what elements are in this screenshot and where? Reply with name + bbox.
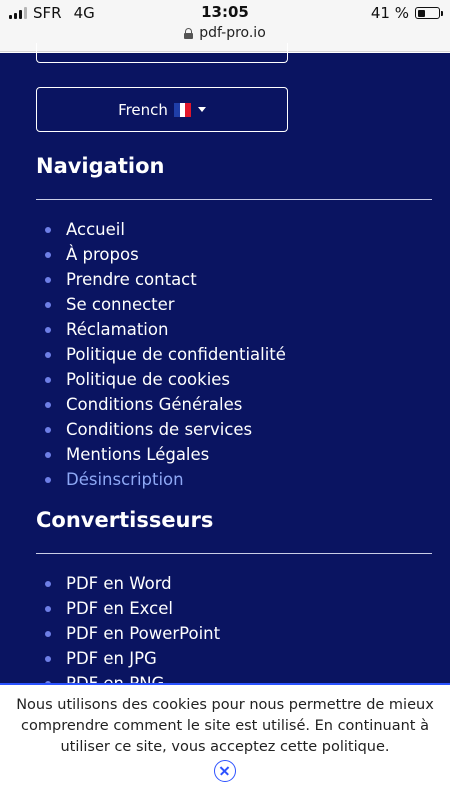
carrier-label: SFR <box>33 4 62 22</box>
language-label: French <box>118 100 168 119</box>
language-selector-button[interactable] <box>36 87 288 132</box>
french-flag-icon <box>174 103 191 117</box>
address-bar[interactable] <box>0 25 450 41</box>
converter-link-jpg[interactable]: PDF en JPG <box>36 646 220 671</box>
battery-icon <box>415 7 440 19</box>
nav-link-service-terms[interactable]: Conditions de services <box>36 417 286 442</box>
close-icon[interactable] <box>214 760 236 782</box>
status-right <box>371 4 440 22</box>
nav-link-login[interactable]: Se connecter <box>36 292 286 317</box>
divider <box>36 553 432 554</box>
nav-link-accueil[interactable]: Accueil <box>36 217 286 242</box>
nav-link-legal[interactable]: Mentions Légales <box>36 442 286 467</box>
converters-heading: Convertisseurs <box>36 508 214 532</box>
battery-percent: 41 % <box>370 4 409 22</box>
converter-link-excel[interactable]: PDF en Excel <box>36 596 220 621</box>
lock-icon <box>184 28 193 39</box>
clock: 13:05 <box>201 3 249 21</box>
caret-down-icon <box>198 107 206 112</box>
nav-link-reclamation[interactable]: Réclamation <box>36 317 286 342</box>
nav-link-unsubscribe[interactable]: Désinscription <box>36 467 286 492</box>
partial-dropdown[interactable] <box>36 43 288 63</box>
site-footer <box>0 53 450 683</box>
divider <box>36 199 432 200</box>
navigation-list <box>36 217 286 492</box>
nav-link-a-propos[interactable]: À propos <box>36 242 286 267</box>
cookie-banner-text: Nous utilisons des cookies pour nous permettre de mieux comprendre comment le site est utilisé. En continuant à utiliser ce site, vous acceptez cette politique. <box>16 697 434 755</box>
converters-list <box>36 571 220 696</box>
cookie-banner <box>0 683 450 800</box>
nav-link-cookies[interactable]: Politique de cookies <box>36 367 286 392</box>
converter-link-powerpoint[interactable]: PDF en PowerPoint <box>36 621 220 646</box>
url-text: pdf-pro.io <box>199 25 266 41</box>
network-label: 4G <box>73 4 95 22</box>
navigation-heading: Navigation <box>36 154 165 178</box>
nav-link-terms[interactable]: Conditions Générales <box>36 392 286 417</box>
nav-link-privacy[interactable]: Politique de confidentialité <box>36 342 286 367</box>
converter-link-word[interactable]: PDF en Word <box>36 571 220 596</box>
nav-link-contact[interactable]: Prendre contact <box>36 267 286 292</box>
